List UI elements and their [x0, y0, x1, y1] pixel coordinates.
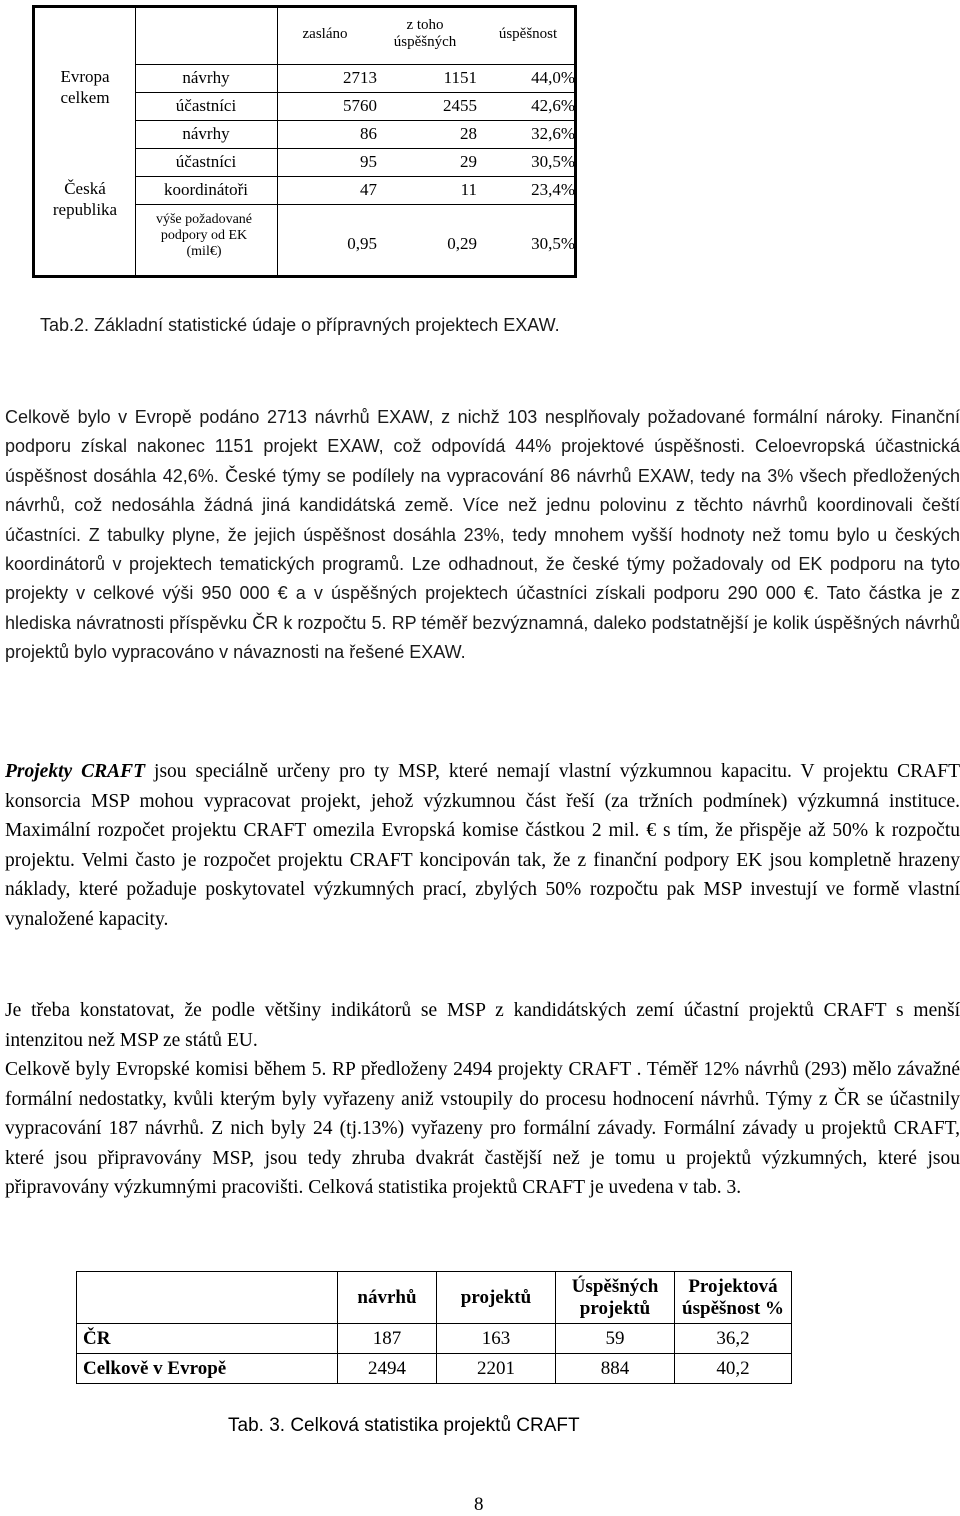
paragraph-craft — [5, 757, 960, 935]
row-label: návrhy — [182, 124, 230, 143]
craft-heading: Projekty CRAFT — [5, 761, 146, 782]
table-3-caption: Tab. 3. Celková statistika projektů CRAFT — [228, 1415, 580, 1436]
header-successful: z toho úspěšných — [393, 17, 457, 50]
table-cell: 2201 — [437, 1354, 556, 1384]
paragraph-exaw: Celkově bylo v Evropě podáno 2713 návrhů EXAW, z nichž 103 nesplňovaly požadované formální nároky. Finanční podporu získal nakonec 1151 projekt EXAW, což odpovídá 44% projektové úspěšnosti. Celoevropská účastnická úspěšnost dosáhla 42,6%. České týmy se podílely na vypracování 86 návrhů EXAW, tedy na 3% všech předložených návrhů, což nedosáhla žádná jiná kandidátská země. Více než jednu polovinu z těchto návrhů koordinovali čeští účastníci. Z tabulky plyne, že jejich úspěšnost dosáhla 23%, tedy mnohem vyšší hodnoty než tomu bylo u českých koordinátorů v projektech tematických programů. Lze odhadnout, že české týmy požadovaly od EK podporu na tyto projekty v celkové výši 950 000 € a v úspěšných projektech účastníci získali podporu 290 000 €. Tato částka je z hlediska návratnosti příspěvku ČR k rozpočtu 5. RP téměř bezvýznamná, daleko podstatnější je kolik úspěšných návrhů projektů bylo vypracováno v návaznosti na řešené EXAW. — [5, 407, 960, 663]
table-divider — [135, 204, 574, 205]
header-rate: úspěšnost — [498, 26, 558, 42]
table-cell: ČR — [77, 1324, 338, 1354]
table-cell: 2494 — [338, 1354, 437, 1384]
table-row — [77, 1324, 792, 1354]
group-czech: Česká republika — [52, 179, 118, 219]
table-cell: Celkově v Evropě — [77, 1354, 338, 1384]
table-divider — [135, 120, 574, 121]
table-3 — [76, 1271, 792, 1384]
table-cell: 163 — [437, 1324, 556, 1354]
group-europe: Evropa celkem — [60, 67, 110, 107]
page-number: 8 — [474, 1494, 484, 1515]
row-label: účastníci — [175, 152, 237, 171]
table-2-caption: Tab.2. Základní statistické údaje o přípravných projektech EXAW. — [40, 315, 560, 335]
cell-sent: 47 — [360, 180, 377, 199]
cell-rate: 44,0% — [531, 68, 575, 87]
table-header-cell: návrhů — [338, 1272, 437, 1324]
cell-sent: 86 — [360, 124, 377, 143]
cell-successful: 29 — [460, 152, 477, 171]
table-header-cell: Úspěšných projektů — [556, 1272, 675, 1324]
table-cell: 40,2 — [675, 1354, 792, 1384]
header-sent: zasláno — [302, 26, 348, 42]
table-cell: 884 — [556, 1354, 675, 1384]
cell-rate: 30,5% — [531, 234, 575, 253]
row-label: výše požadované podpory od EK (mil€) — [155, 212, 253, 259]
cell-rate: 32,6% — [531, 124, 575, 143]
table-divider — [277, 8, 278, 275]
cell-sent: 5760 — [343, 96, 377, 115]
table-header-cell: projektů — [437, 1272, 556, 1324]
table-cell: 36,2 — [675, 1324, 792, 1354]
table-divider — [135, 64, 574, 65]
table-cell: 187 — [338, 1324, 437, 1354]
cell-rate: 30,5% — [531, 152, 575, 171]
row-label: návrhy — [182, 68, 230, 87]
cell-rate: 23,4% — [531, 180, 575, 199]
paragraph-indicators: Je třeba konstatovat, že podle většiny indikátorů se MSP z kandidátských zemí účastní projektů CRAFT s menší intenzitou než MSP ze států EU. — [5, 1000, 960, 1051]
cell-successful: 11 — [460, 180, 477, 199]
cell-rate: 42,6% — [531, 96, 575, 115]
cell-successful: 28 — [460, 124, 477, 143]
row-label: koordinátoři — [163, 180, 249, 199]
table-divider — [135, 92, 574, 93]
paragraph-craft-text: jsou speciálně určeny pro ty MSP, které nemají vlastní výzkumnou kapacitu. V projektu CRAFT konsorcia MSP mohou vypracovat projekt, jehož výzkumnou část řeší (za tržních podmínek) výzkumná instituce. Maximální rozpočet projektu CRAFT omezila Evropská komise částkou 2 mil. € s tím, že přispěje až 50% k rozpočtu projektu. Velmi často je rozpočet projektu CRAFT koncipován tak, že z finanční podpory EK jsou kompletně hrazeny náklady, které požaduje poskytovatel výzkumných prací, zbylých 50% rozpočtu pak MSP investují ve formě vlastní vynaložené kapacity. — [5, 761, 960, 930]
cell-successful: 1151 — [443, 68, 477, 87]
table-cell: 59 — [556, 1324, 675, 1354]
paragraph-craft-stats: Celkově byly Evropské komisi během 5. RP předloženy 2494 projekty CRAFT . Téměř 12% návrhů (293) mělo závažné formální nedostatky, kvůli kterým byly vyřazeny aniž vstoupily do procesu hodnocení návrhů. Týmy z ČR se účastnily vypracování 187 návrhů. Z nich byly 24 (tj.13%) vyřazeny pro formální závady. Formální závady u projektů CRAFT, které jsou připravovány MSP, jsou tedy zhruba dvakrát častější než je tomu u projektů výzkumných, které jsou připravovány výzkumnými pracovišti. Celková statistika projektů CRAFT je uvedena v tab. 3. — [5, 1059, 960, 1199]
table-divider — [135, 176, 574, 177]
table-divider — [135, 148, 574, 149]
table-2 — [32, 5, 577, 278]
cell-successful: 2455 — [443, 96, 477, 115]
row-label: účastníci — [175, 96, 237, 115]
table-header-cell — [77, 1272, 338, 1324]
table-row — [77, 1354, 792, 1384]
table-header-cell: Projektová úspěšnost % — [675, 1272, 792, 1324]
cell-successful: 0,29 — [447, 234, 477, 253]
cell-sent: 0,95 — [347, 234, 377, 253]
cell-sent: 95 — [360, 152, 377, 171]
cell-sent: 2713 — [343, 68, 377, 87]
table-header-row — [77, 1272, 792, 1324]
